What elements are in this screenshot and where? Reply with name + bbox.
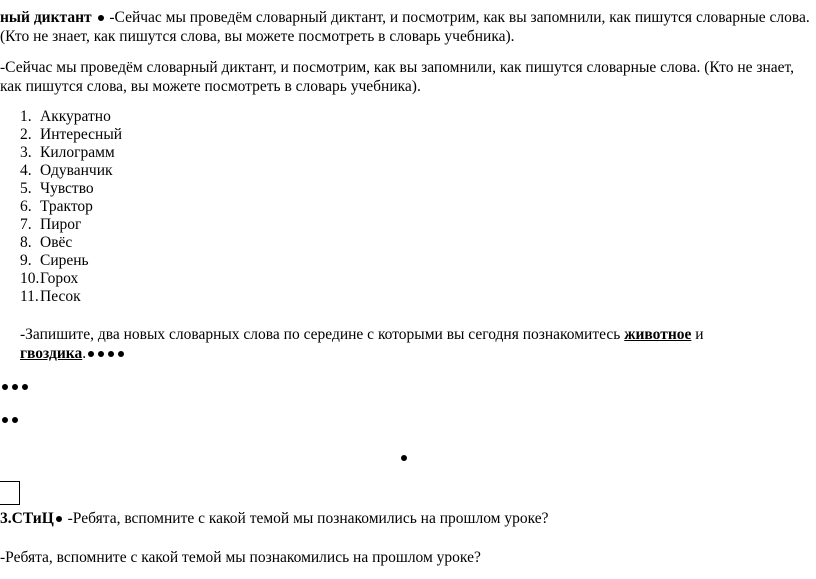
instruction-text: -Запишите, два новых словарных слова по середине с которыми вы сегодня познакомитесь [20,326,625,343]
section-3-bold-prefix: 3.СТиЦ [0,510,54,527]
bullet-icon [118,351,124,357]
list-item: 9. Сирень [20,252,89,269]
list-item: 10.Горох [20,270,79,287]
section-3-paragraph: -Ребята, вспомните с какой темой мы познакомились на прошлом уроке? [0,549,481,566]
new-word-2: гвоздика [20,345,83,362]
instruction-paragraph: -Запишите, два новых словарных слова по середине с которыми вы сегодня познакомитесь животное и гвоздика. [20,326,704,362]
section-3-text: -Ребята, вспомните с какой темой мы познакомились на прошлом уроке? [63,510,549,527]
heading-section-2 [0,8,812,46]
list-item: 11.Песок [20,288,81,305]
intro-paragraph: -Сейчас мы проведём словарный диктант, и посмотрим, как вы запомнили, как пишутся словарные слова. (Кто не знает, как пишутся слова, вы можете посмотреть в словарь учебника). [0,59,795,95]
new-word-1: животное [624,326,692,343]
bullet-icon [12,384,18,390]
bullet-icon [98,15,104,21]
bullet-icon [98,351,104,357]
list-item: 1. Аккуратно [20,108,111,125]
list-item: 6. Трактор [20,198,93,215]
bullet-row [0,377,30,396]
heading-text: -Сейчас мы проведём словарный диктант, и посмотрим, как вы запомнили, как пишутся словарные слова. (Кто не знает, как пишутся слова, вы можете посмотреть в словарь учебника). [0,9,810,45]
bullet-icon [56,516,62,522]
heading-bold-prefix: ный диктант [0,9,92,26]
bullet-single [399,448,409,467]
bullet-icon [108,351,114,357]
bullet-icon [22,384,28,390]
list-item: 2. Интересный [20,126,123,143]
list-item: 7. Пирог [20,216,82,233]
bullet-icon [2,417,8,423]
bullet-row [0,410,20,429]
bullet-icon [401,455,407,461]
list-item: 3. Килограмм [20,144,115,161]
bullet-icon [2,384,8,390]
word-list [20,108,122,306]
list-item: 5. Чувство [20,180,94,197]
bullet-icon [88,351,94,357]
frame-box [0,481,20,505]
bullet-icon [12,417,18,423]
section-3-heading [0,509,812,528]
list-item: 8. Овёс [20,234,73,251]
list-item: 4. Одуванчик [20,162,113,179]
